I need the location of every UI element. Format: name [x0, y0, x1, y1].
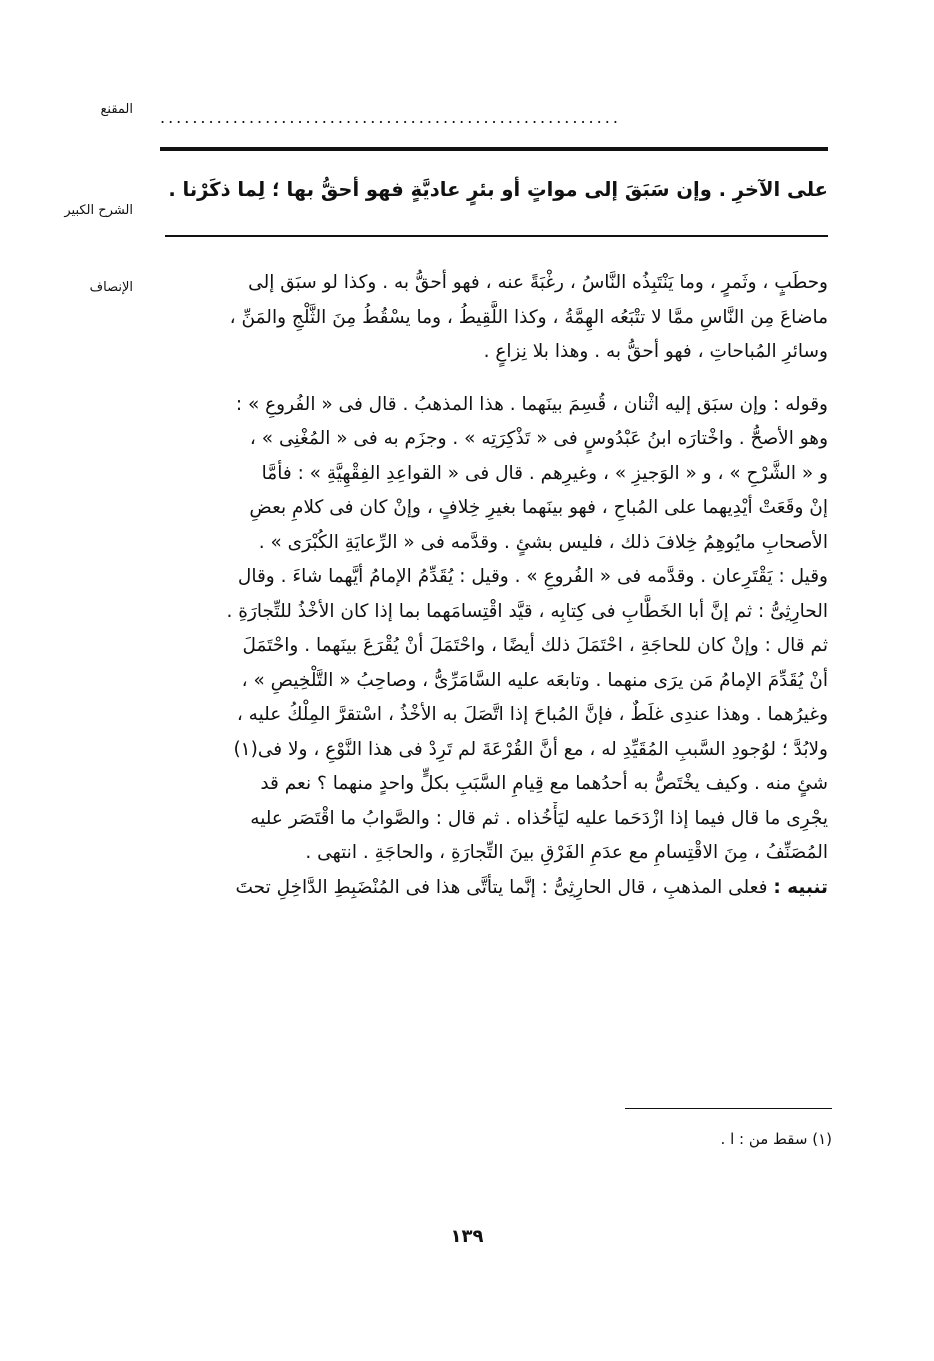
tanbih-text: فعلى المذهبِ ، قال الحارِثِىُّ : إنَّما يتأتَّى هذا فى المُنْضَبِطِ الدَّاخِلِ تحتَ: [235, 876, 768, 898]
section-label-insaf: الإنصاف: [89, 280, 133, 295]
header-dotted-line: .........................................................: [160, 108, 621, 127]
text-line: ماضاعَ مِن النَّاسِ ممَّا لا تتْبَعُه الهِمَّةُ ، وكذا اللَّقِيطُ ، وما يسْقُطُ مِنَ الثَّلْجِ والمَنِّ ،: [229, 306, 828, 328]
text-line: وقيل : يَقْتَرِعان . وقدَّمه فى « الفُروعِ » . وقيل : يُقَدِّمُ الإمامُ أيَّهما شاءَ . وقال: [237, 566, 828, 587]
text-line: يجْرِى ما قال فيما إذا ازْدَحَما عليه ليَأْخُذاه . ثم قال : والصَّوابُ ما اقْتَصَر عليه: [250, 807, 828, 829]
text-line: ثم قال : وإنْ كان للحاجَةِ ، احْتَمَلَ ذلك أيضًا ، واحْتَمَلَ أنْ يُقْرَعَ بينَهما . واحْتَمَلَ: [242, 635, 828, 656]
text-line: وقوله : وإن سبَق إليه اثْنان ، قُسِمَ بينَهما . هذا المذهبُ . قال فى « الفُروعِ » :: [235, 393, 828, 415]
section-label-sharh-kabir: الشرح الكبير: [64, 203, 133, 218]
text-line: شئٍ منه . وكيف يخْتَصُّ به أحدُهما مع قِيامِ السَّبَبِ بكلٍّ واحدٍ منهما ؟ نعم قد: [260, 773, 828, 794]
book-label-muqni: المقنع: [100, 102, 133, 117]
text-line: أنْ يُقَدِّمَ الإمامُ مَن يرَى منهما . وتابعَه عليه السَّامَرِّىُّ ، وصاحِبُ « التَّلْخِيصِ » ،: [241, 669, 828, 691]
text-line: وحطَبٍ ، وثَمرٍ ، وما يَنْتَبِذُه النَّاسُ ، رغْبَةً عنه ، فهو أحقُّ به . وكذا لو سبَق إلى: [248, 272, 828, 293]
insaf-text: [160, 266, 828, 905]
page-number: ١٣٩: [450, 1226, 484, 1247]
text-line: وغيرُهما . وهذا عندِى غلَطٌ ، فإنَّ المُباحَ إذا اتَّصَلَ به الأخْذُ ، اسْتقرَّ المِلْكُ عليه ،: [236, 704, 828, 725]
text-line: المُصَنِّفُ ، مِنَ الاقْتِسامِ مع عدَمِ الفَرْقِ بينَ التِّجارَةِ ، والحاجَةِ . انتهى .: [305, 842, 828, 863]
header-thick-rule: [160, 147, 828, 151]
tanbih-label: تنبيه :: [773, 876, 828, 898]
text-line: الحارِثِىُّ : ثم إنَّ أبا الخَطَّابِ فى كِتابِه ، قيَّد اقْتِسامَهما بما إذا كان الأخْذُ للتِّجارَةِ .: [226, 600, 828, 622]
text-line: إنْ وقَعَتْ أيْدِيهما على المُباحِ ، فهو بينَهما بغيرِ خِلافٍ ، وإنْ كان فى كلامِ بعضِ: [249, 497, 828, 518]
muqni-text: [165, 168, 828, 212]
text-line: ولابُدَّ ؛ لوُجودِ السَّببِ المُقَيِّدِ له ، مع أنَّ القُرْعَةَ لم تَرِدْ فى هذا النَّوْعِ ، ولا فى(١): [233, 738, 828, 760]
muqni-line: على الآخرِ . وإن سَبَقَ إلى مواتٍ أو بئرٍ عاديَّةٍ فهو أحقُّ بها ؛ لِما ذكَرْنا .: [168, 178, 828, 201]
text-line: و « الشَّرْحِ » ، و « الوَجيزِ » ، وغيرِهم . قال فى « القواعِدِ الفِقْهِيَّةِ » : فأمَّا: [261, 462, 828, 484]
text-line: وهو الأصحُّ . واخْتارَه ابنُ عَبْدُوسٍ فى « تَذْكِرَتِه » . وجزَم به فى « المُغْنِى » ،: [249, 428, 828, 449]
footnote-separator: [625, 1108, 832, 1109]
text-line: الأصحابِ مايُوهِمُ خِلافَ ذلك ، فليس بشئٍ . وقدَّمه فى « الرِّعايَةِ الكُبْرَى » .: [258, 531, 828, 553]
tanbih-line: [160, 871, 828, 906]
footnote: (١) سقط من : ا .: [720, 1130, 832, 1148]
text-line: وسائرِ المُباحاتِ ، فهو أحقُّ به . وهذا بلا نِزاعٍ .: [483, 341, 828, 362]
section-divider: [165, 235, 828, 237]
